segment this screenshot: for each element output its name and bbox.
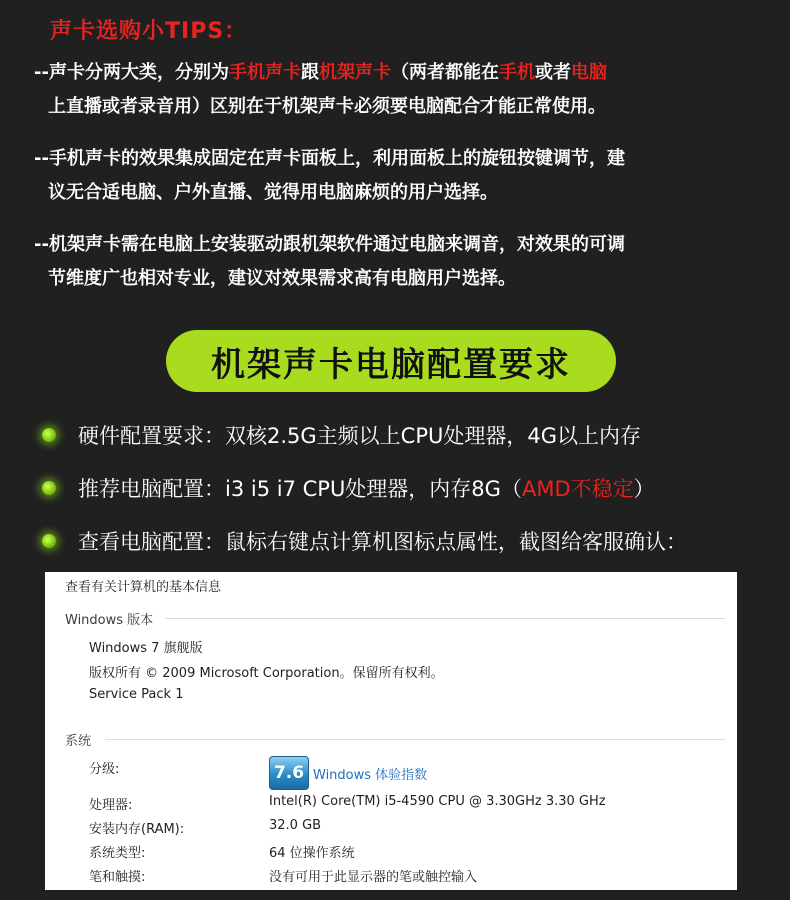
windows-section-label: Windows 版本	[65, 613, 154, 628]
pen-touch-label: 笔和触摸:	[89, 870, 146, 885]
pen-touch-value: 没有可用于此显示器的笔或触控输入	[269, 870, 478, 885]
requirement-text-end: ）	[633, 477, 655, 501]
divider	[165, 618, 725, 619]
system-type-value: 64 位操作系统	[269, 846, 355, 861]
tips-p2-line2: 议无合适电脑、户外直播、觉得用电脑麻烦的用户选择。	[48, 182, 498, 203]
windows-edition: Windows 7 旗舰版	[89, 641, 203, 656]
service-pack: Service Pack 1	[89, 687, 184, 702]
requirement-item-recommended	[38, 473, 655, 503]
highlight-phone-card: 手机声卡	[228, 62, 301, 83]
tips-paragraph-2	[34, 142, 764, 210]
highlight-phone: 手机	[498, 62, 535, 83]
ram-label: 安装内存(RAM):	[89, 822, 185, 837]
text: 或者	[534, 62, 571, 83]
text: （两者都能在	[390, 62, 499, 83]
rating-score: 7.6	[273, 763, 305, 783]
requirement-item-check	[38, 526, 687, 556]
requirement-text: 查看电脑配置：鼠标右键点计算机图标点属性，截图给客服确认：	[78, 530, 687, 554]
banner-title: 机架声卡电脑配置要求	[211, 344, 571, 385]
green-bullet-icon	[42, 481, 56, 495]
requirement-text: 推荐电脑配置：i3 i5 i7 CPU处理器，内存8G（	[78, 477, 522, 501]
tips-p3-line1: --机架声卡需在电脑上安装驱动跟机架软件通过电脑来调音，对效果的可调	[34, 234, 625, 255]
copyright-text: 版权所有 © 2009 Microsoft Corporation。保留所有权利。	[89, 666, 444, 681]
tips-paragraph-1	[34, 56, 764, 124]
divider	[105, 739, 725, 740]
rating-label: 分级:	[89, 762, 120, 777]
experience-index-icon[interactable]	[269, 756, 309, 790]
system-section-label: 系统	[65, 734, 92, 749]
section-banner	[166, 330, 616, 392]
processor-value: Intel(R) Core(TM) i5-4590 CPU @ 3.30GHz 3.30 GHz	[269, 794, 606, 809]
green-bullet-icon	[42, 534, 56, 548]
ram-value: 32.0 GB	[269, 818, 322, 833]
windows-experience-index-link[interactable]: Windows 体验指数	[313, 768, 428, 783]
tips-p3-line2: 节维度广也相对专业，建议对效果需求高有电脑用户选择。	[48, 268, 516, 289]
tips-title: 声卡选购小TIPS：	[50, 19, 248, 44]
highlight-computer: 电脑	[570, 62, 607, 83]
tips-paragraph-3	[34, 228, 764, 296]
amd-warning: AMD不稳定	[521, 477, 634, 501]
tips-p1-line1	[34, 56, 764, 90]
system-info-heading: 查看有关计算机的基本信息	[65, 580, 222, 595]
requirement-item-hardware	[38, 420, 641, 450]
text: --声卡分两大类，分别为	[34, 62, 229, 83]
text: 跟	[300, 62, 319, 83]
requirement-text: 硬件配置要求：双核2.5G主频以上CPU处理器，4G以上内存	[78, 424, 641, 448]
tips-p2-line1: --手机声卡的效果集成固定在声卡面板上，利用面板上的旋钮按键调节，建	[34, 148, 625, 169]
system-type-label: 系统类型:	[89, 846, 146, 861]
green-bullet-icon	[42, 428, 56, 442]
tips-p1-line2: 上直播或者录音用）区别在于机架声卡必须要电脑配合才能正常使用。	[48, 96, 606, 117]
processor-label: 处理器:	[89, 798, 133, 813]
system-properties-screenshot	[45, 572, 737, 890]
highlight-rack-card: 机架声卡	[318, 62, 391, 83]
